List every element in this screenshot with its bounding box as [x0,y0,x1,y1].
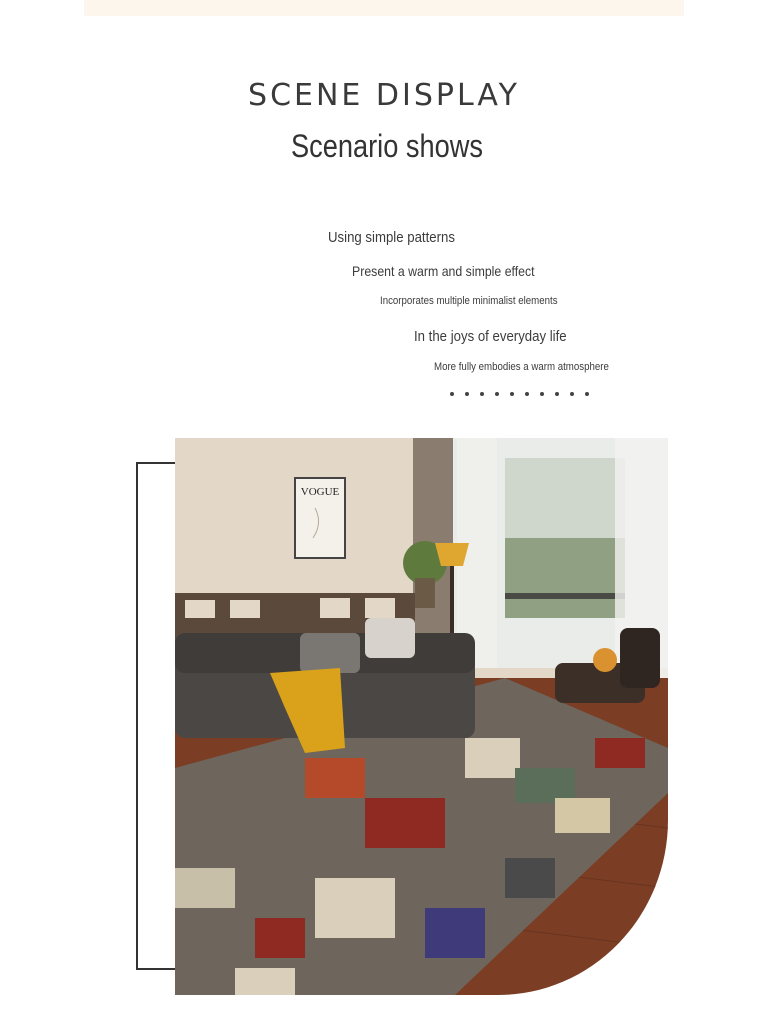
tagline-4: In the joys of everyday life [414,328,567,345]
dot-divider [450,392,589,396]
tagline-5: More fully embodies a warm atmosphere [434,361,609,373]
tagline-2: Present a warm and simple effect [352,263,535,279]
floor-lamp [435,543,469,566]
divider-dot [450,392,454,396]
divider-dot [525,392,529,396]
divider-dot [585,392,589,396]
section-subtitle: Scenario shows [290,128,483,164]
divider-dot [510,392,514,396]
divider-dot [555,392,559,396]
scene-photo [175,438,668,995]
tagline-3: Incorporates multiple minimalist elements [380,295,558,307]
decorative-frame [136,462,176,970]
section-title: SCENE DISPLAY [248,78,520,113]
divider-dot [540,392,544,396]
poster-title: VOGUE [300,486,340,498]
divider-dot [495,392,499,396]
top-banner-strip [84,0,684,16]
divider-dot [465,392,469,396]
tagline-1: Using simple patterns [328,229,455,246]
divider-dot [480,392,484,396]
divider-dot [570,392,574,396]
